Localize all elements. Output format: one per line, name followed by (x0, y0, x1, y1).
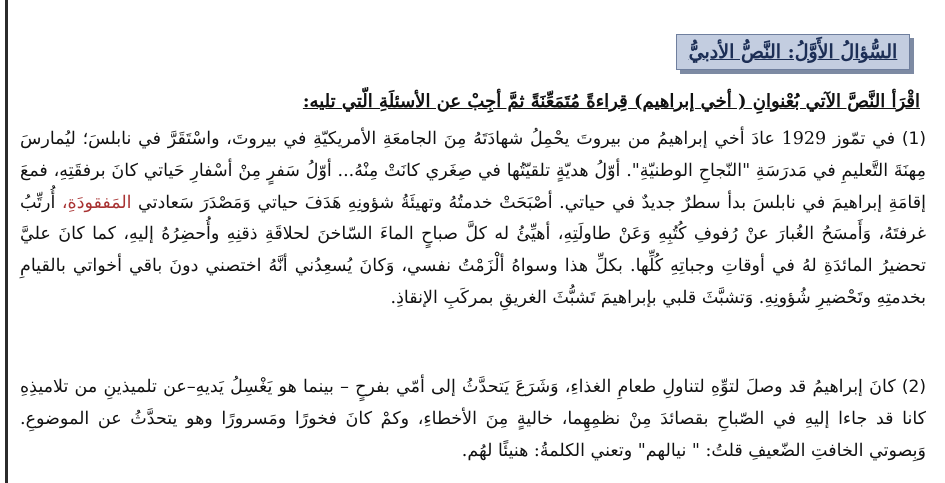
paragraph-2-number: (2) (901, 377, 926, 397)
section-title-box (676, 34, 910, 70)
paragraph-1-text-before: في تمّوز 1929 عادَ أخي إبراهيمُ من بيروتَ يحْمِلُ شهادَتَهُ مِنَ الجامعَةِ الأمريكيّةِ في بيروتَ، واسْتَقَرَّ في نابلسَ؛ ليُمارسَ مِهنَةَ التَّعليمِ في مَدرَسَةِ "النّجاحِ الوطنيّةِ". أوّلُ هديّةٍ تلقيّتُها في صِغَري كانَتْ مِنْهُ... أوّلُ سَفرٍ مِنْ أسْفارِ حَياتي كانَ برفقَتِهِ، فمعَ إقامَةِ إبراهيمَ في نابلسَ بدأ سطرٌ جديدٌ في حياتي. أصْبَحَتْ خدمتُهُ وتهيئَةُ شؤونِهِ هَدَفَ حياتي وَمَصْدَرَ سَعادتي (20, 129, 926, 213)
paragraph-1 (20, 124, 926, 315)
reading-instruction: اقْرَأ النَّصَّ الآتي بُعْنوانِ ( أخي إبراهيم) قِراءةً مُتَمَعِّنَةً ثمَّ أجِبْ عن الأسئلَةِ الّتي تليه: (302, 91, 920, 112)
paragraph-1-number: (1) (901, 129, 926, 149)
paragraph-2 (20, 372, 926, 467)
paragraph-2-text: كانَ إبراهيمُ قد وصلَ لتوِّهِ لتناولِ طعامِ الغذاءِ، وَشَرَعَ يَتحدَّثُ إلى أمّي بفرحٍ – بينما هو يَغْسِلُ يَديهِ–عن تلميذينِ من تلاميذِهِ كانا قد جاءا إليهِ في الصّباحِ بقصائدَ مِنْ نظمِهِما، خاليةٍ مِنَ الأخطاءِ، وكمْ كانَ فخورًا ومَسرورًا وهو يتحدَّثُ عن الموضوعِ. وَبِصوتي الخافتِ الضّعيفِ قلتُ: " نيالهم" وتعني الكلمةُ: هنيئًا لهُم. (20, 377, 926, 461)
section-title: السُّؤالُ الأَوَّلُ: النَّصُّ الأدبيُّ (688, 41, 898, 63)
page-margin-rule (5, 0, 8, 483)
paragraph-1-text-after: أُرتِّبُ غرفتَهُ، وَأَمسَحُ الغُبارَ عنْ رُفوفِ كُتُبِهِ وَعَنْ طاولَتِهِ، أهيِّئُ له كلَّ صباحٍ الماءَ السّاخنَ لحلاقَةِ ذقنِهِ وأُحضِرُهُ إليهِ، كما كانَ عليَّ تحضيرُ المائدَةِ لهُ في أوقاتِ وجباتِهِ كُلِّها. بكلِّ هذا وسواهُ ألْزَمْتُ نفسي، وَكانَ يُسعِدُني أنَّهُ اختصني دونَ باقي أخواتي بالقيامِ بخدمتِهِ وتَحْضيرِ شُؤونِهِ. وَتشبَّثَ قلبي بإبراهيمَ تَشبُّثَ الغريقِ بمركَبِ الإنقاذِ. (20, 192, 926, 308)
document-page (14, 0, 934, 483)
paragraph-1-highlight-word: المَفقودَةِ، (61, 192, 132, 213)
